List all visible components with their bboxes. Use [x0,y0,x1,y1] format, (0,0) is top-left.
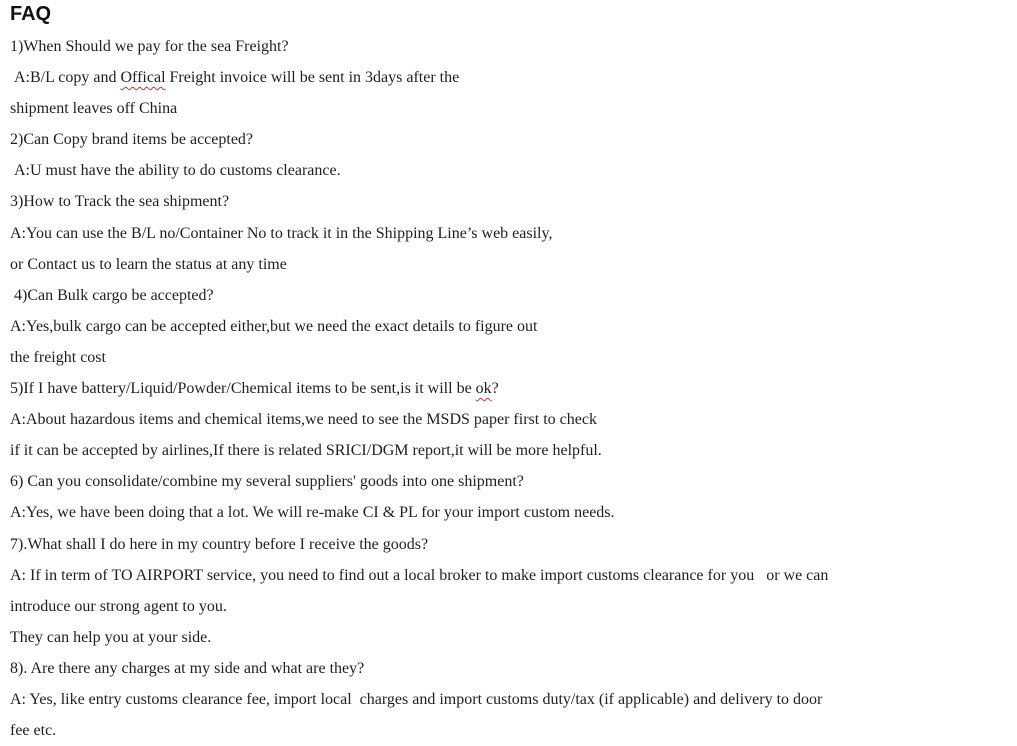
faq-question-2: 2)Can Copy brand items be accepted? [10,131,254,149]
faq-question-1: 1)When Should we pay for the sea Freight? [10,38,289,55]
text-segment: Freight invoice will be sent in 3days after the [165,69,460,87]
text-segment: 5)If I have battery/Liquid/Powder/Chemical items to be sent,is it will be [10,380,476,398]
text-segment: ? [491,380,499,398]
faq-answer-5-line-1: A:About hazardous items and chemical items,we need to see the MSDS paper first to check [10,411,597,429]
faq-question-5 [10,373,1007,404]
faq-answer-8-line-2: fee etc. [10,722,57,740]
faq-answer-5-line-2: if it can be accepted by airlines,If there is related SRICI/DGM report,it will be more helpful. [10,442,602,460]
faq-answer-6: A:Yes, we have been doing that a lot. We will re-make CI & PL for your import custom needs. [10,504,615,522]
misspelled-word-offical: Offical [120,69,166,87]
faq-answer-7-line-3: They can help you at your side. [10,628,212,646]
page-title: FAQ [10,3,52,25]
faq-answer-3-line-2: or Contact us to learn the status at any time [10,255,287,273]
text-segment: A:B/L copy and [10,69,121,87]
faq-question-4: 4)Can Bulk cargo be accepted? [10,286,214,304]
faq-answer-2: A:U must have the ability to do customs clearance. [10,162,341,180]
faq-answer-4-line-1: A:Yes,bulk cargo can be accepted either,but we need the exact details to figure out [10,317,538,335]
faq-question-6: 6) Can you consolidate/combine my several suppliers' goods into one shipment? [10,473,524,491]
faq-answer-3-line-1: A:You can use the B/L no/Container No to track it in the Shipping Line’s web easily, [10,224,553,242]
faq-question-8: 8). Are there any charges at my side and what are they? [10,659,365,677]
faq-answer-8-line-1: A: Yes, like entry customs clearance fee, import local charges and import customs duty/tax (if applicable) and delivery to door [10,690,823,708]
faq-answer-1-line-2: shipment leaves off China [10,100,178,118]
faq-answer-7-line-2: introduce our strong agent to you. [10,597,227,615]
faq-answer-7-line-1: A: If in term of TO AIRPORT service, you need to find out a local broker to make import customs clearance for you or we can [10,566,829,584]
faq-answer-1-line-1 [10,62,1007,93]
faq-question-3: 3)How to Track the sea shipment? [10,193,230,211]
misspelled-word-ok: ok [475,380,492,398]
faq-answer-4-line-2: the freight cost [10,348,106,366]
faq-question-7: 7).What shall I do here in my country before I receive the goods? [10,535,429,553]
